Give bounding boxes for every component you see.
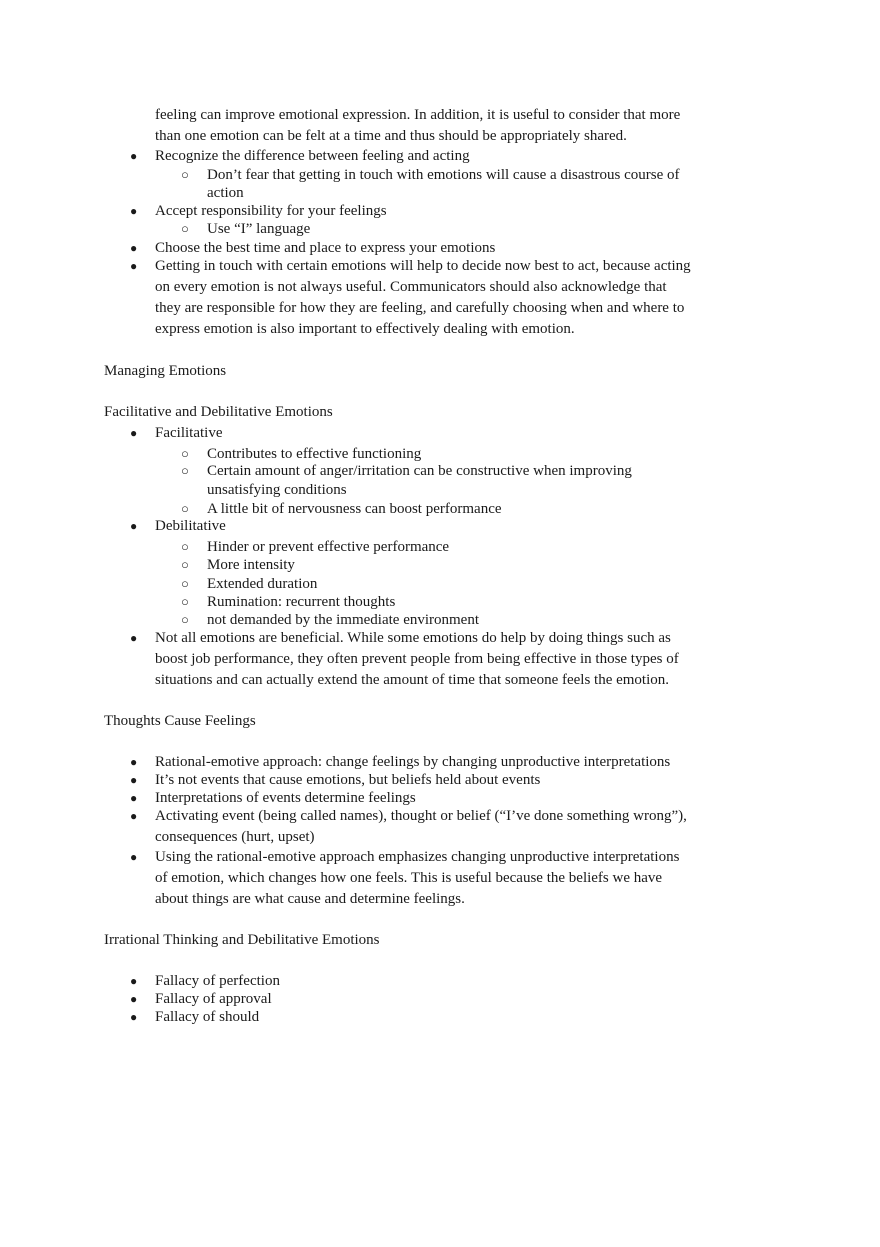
list-item: consequences (hurt, upset) — [155, 829, 315, 845]
bullet-icon: ● — [130, 773, 138, 787]
list-item: they are responsible for how they are feeling, and carefully choosing when and where to — [155, 300, 685, 316]
sub-bullet-icon: ○ — [181, 501, 189, 516]
sub-list-item: unsatisfying conditions — [207, 482, 347, 498]
bullet-icon: ● — [130, 992, 138, 1006]
section-heading: Managing Emotions — [104, 363, 227, 379]
list-item: Debilitative — [155, 518, 226, 534]
sub-list-item: Extended duration — [207, 576, 318, 592]
sub-list-item: Rumination: recurrent thoughts — [207, 594, 396, 610]
list-item: Fallacy of should — [155, 1009, 260, 1025]
sub-bullet-icon: ○ — [181, 576, 189, 591]
list-item: boost job performance, they often prevent people from being effective in those types of — [155, 651, 679, 667]
bullet-icon: ● — [130, 1010, 138, 1024]
bullet-icon: ● — [130, 974, 138, 988]
sub-bullet-icon: ○ — [181, 167, 189, 182]
bullet-icon: ● — [130, 519, 138, 533]
list-item: Getting in touch with certain emotions will help to decide now best to act, because acting — [155, 258, 691, 274]
sub-bullet-icon: ○ — [181, 557, 189, 572]
sub-bullet-icon: ○ — [181, 594, 189, 609]
list-item: Facilitative — [155, 425, 223, 441]
sub-list-item: Hinder or prevent effective performance — [207, 539, 450, 555]
sub-list-item: More intensity — [207, 557, 295, 573]
list-item: Choose the best time and place to express your emotions — [155, 240, 496, 256]
list-item: of emotion, which changes how one feels. This is useful because the beliefs we have — [155, 870, 663, 886]
sub-bullet-icon: ○ — [181, 463, 189, 478]
list-item: Using the rational-emotive approach emphasizes changing unproductive interpretations — [155, 849, 680, 865]
bullet-icon: ● — [130, 791, 138, 805]
sub-list-item: Certain amount of anger/irritation can be constructive when improving — [207, 463, 632, 479]
list-item: Interpretations of events determine feelings — [155, 790, 416, 806]
list-item: Not all emotions are beneficial. While some emotions do help by doing things such as — [155, 630, 671, 646]
list-item: Rational-emotive approach: change feelings by changing unproductive interpretations — [155, 754, 671, 770]
bullet-icon: ● — [130, 149, 138, 163]
bullet-icon: ● — [130, 850, 138, 864]
bullet-icon: ● — [130, 631, 138, 645]
bullet-icon: ● — [130, 809, 138, 823]
bullet-icon: ● — [130, 259, 138, 273]
list-item: situations and can actually extend the amount of time that someone feels the emotion. — [155, 672, 670, 688]
bullet-icon: ● — [130, 241, 138, 255]
list-item: Accept responsibility for your feelings — [155, 203, 387, 219]
list-item: Fallacy of approval — [155, 991, 272, 1007]
section-heading: Facilitative and Debilitative Emotions — [104, 404, 333, 420]
bullet-icon: ● — [130, 204, 138, 218]
list-item: about things are what cause and determine feelings. — [155, 891, 465, 907]
list-item: It’s not events that cause emotions, but beliefs held about events — [155, 772, 541, 788]
sub-bullet-icon: ○ — [181, 221, 189, 236]
list-item: express emotion is also important to effectively dealing with emotion. — [155, 321, 575, 337]
bullet-icon: ● — [130, 426, 138, 440]
list-item: Recognize the difference between feeling and acting — [155, 148, 470, 164]
list-item: Fallacy of perfection — [155, 973, 280, 989]
paragraph-line: feeling can improve emotional expression. In addition, it is useful to consider that more — [155, 107, 681, 123]
sub-bullet-icon: ○ — [181, 612, 189, 627]
section-heading: Thoughts Cause Feelings — [104, 713, 256, 729]
sub-list-item: Use “I” language — [207, 221, 311, 237]
sub-bullet-icon: ○ — [181, 539, 189, 554]
paragraph-line: than one emotion can be felt at a time and thus should be appropriately shared. — [155, 128, 627, 144]
sub-list-item: Contributes to effective functioning — [207, 446, 422, 462]
sub-list-item: A little bit of nervousness can boost performance — [207, 501, 502, 517]
list-item: Activating event (being called names), thought or belief (“I’ve done something wrong”), — [155, 808, 687, 824]
bullet-icon: ● — [130, 755, 138, 769]
sub-list-item: action — [207, 185, 244, 201]
sub-list-item: Don’t fear that getting in touch with emotions will cause a disastrous course of — [207, 167, 680, 183]
section-heading: Irrational Thinking and Debilitative Emotions — [104, 932, 380, 948]
sub-bullet-icon: ○ — [181, 446, 189, 461]
sub-list-item: not demanded by the immediate environment — [207, 612, 480, 628]
list-item: on every emotion is not always useful. Communicators should also acknowledge that — [155, 279, 667, 295]
